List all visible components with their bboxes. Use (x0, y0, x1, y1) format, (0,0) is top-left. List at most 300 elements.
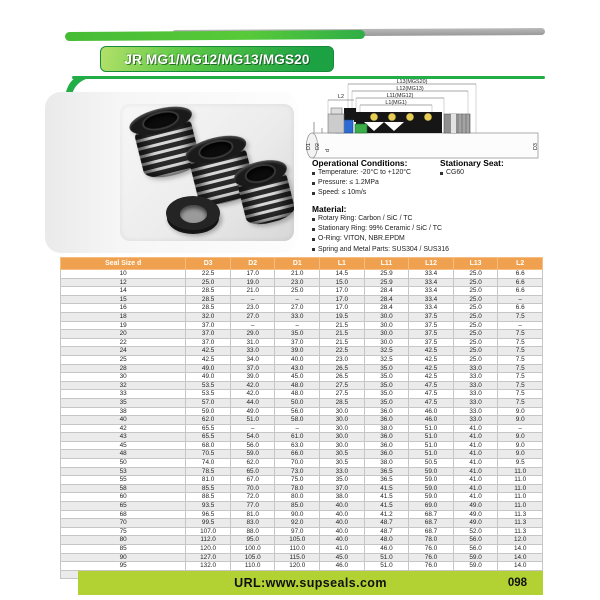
table-cell: 27.5 (320, 390, 365, 399)
top-swoosh-green (65, 30, 365, 41)
table-row (61, 398, 543, 407)
table-cell: 30.0 (364, 338, 409, 347)
table-cell: 21.0 (275, 270, 320, 279)
table-cell: 49.0 (453, 510, 498, 519)
table-cell: 38 (61, 407, 186, 416)
table-cell: 59.0 (409, 467, 454, 476)
table-cell: 9.0 (498, 441, 543, 450)
table-cell: 41.0 (320, 545, 365, 554)
table-cell: 35.0 (275, 330, 320, 339)
table-cell: 65.5 (186, 433, 231, 442)
table-row (61, 330, 543, 339)
table-cell: 25.0 (453, 330, 498, 339)
table-cell: – (275, 424, 320, 433)
table-cell: 12 (61, 278, 186, 287)
table-cell: 11.3 (498, 527, 543, 536)
table-row (61, 381, 543, 390)
table-row (61, 407, 543, 416)
table-cell: 9.0 (498, 450, 543, 459)
table-row (61, 321, 543, 330)
bullet-item (312, 178, 438, 188)
bullet-text: Spring and Metal Parts: SUS304 / SUS316 (318, 245, 449, 253)
table-cell: 105.0 (275, 536, 320, 545)
table-cell: 25.0 (453, 270, 498, 279)
table-cell: 28.5 (186, 304, 231, 313)
table-cell: 51.0 (230, 416, 275, 425)
bullet-icon (312, 238, 315, 241)
table-cell: 11.0 (498, 467, 543, 476)
table-cell: 50 (61, 459, 186, 468)
table-cell: 93.5 (186, 502, 231, 511)
table-cell: 70.0 (275, 459, 320, 468)
table-cell: 15 (61, 295, 186, 304)
table-cell: 73.0 (275, 467, 320, 476)
table-cell: 80 (61, 536, 186, 545)
table-cell: 96.5 (186, 510, 231, 519)
dim-label-d2: D2 (315, 143, 321, 150)
table-cell: 24 (61, 347, 186, 356)
table-cell: 65.5 (186, 424, 231, 433)
table-cell: 110.0 (230, 562, 275, 571)
table-cell: 37.0 (320, 484, 365, 493)
table-cell: 11.3 (498, 510, 543, 519)
table-cell: 25 (61, 355, 186, 364)
table-cell: 23.0 (320, 355, 365, 364)
table-cell: 39.0 (230, 373, 275, 382)
table-row (61, 553, 543, 562)
table-cell: 53.5 (186, 381, 231, 390)
table-cell: 25.0 (186, 278, 231, 287)
table-cell: 68 (61, 510, 186, 519)
table-cell: 30.0 (364, 330, 409, 339)
table-cell: 83.0 (230, 519, 275, 528)
table-cell: 105.0 (230, 553, 275, 562)
footer-url[interactable]: URL:www.supseals.com (234, 576, 387, 590)
table-cell: 33.4 (409, 304, 454, 313)
table-cell: 32 (61, 381, 186, 390)
table-cell: 68.0 (186, 441, 231, 450)
table-cell: 36.0 (364, 433, 409, 442)
bullet-icon (312, 172, 315, 175)
table-cell: 61.0 (275, 433, 320, 442)
table-row (61, 270, 543, 279)
spring-coil (370, 113, 378, 121)
seal-bore-hole (199, 139, 234, 160)
table-cell: 56.0 (230, 441, 275, 450)
table-cell: 37.5 (409, 321, 454, 330)
operational-conditions-section (312, 158, 438, 199)
table-cell: 37.0 (186, 338, 231, 347)
table-cell: 59.0 (409, 484, 454, 493)
table-cell: 25.0 (453, 304, 498, 313)
bullet-text: Temperature: -20°C to +120°C (318, 169, 412, 176)
table-header-row (61, 258, 543, 270)
table-row (61, 295, 543, 304)
table-cell: 25.0 (275, 287, 320, 296)
table-cell: 11.0 (498, 493, 543, 502)
table-cell: 100.0 (230, 545, 275, 554)
table-cell: 36.0 (364, 441, 409, 450)
bullet-item (312, 168, 438, 178)
product-photo (120, 104, 294, 241)
table-cell: 19.5 (320, 312, 365, 321)
table-cell: 14.5 (320, 270, 365, 279)
table-cell: 28 (61, 364, 186, 373)
table-cell: 51.0 (409, 450, 454, 459)
table-cell: 9.0 (498, 416, 543, 425)
table-cell: 21.5 (320, 321, 365, 330)
table-cell: 65 (61, 502, 186, 511)
ring-bore-hole (180, 205, 207, 223)
table-row (61, 476, 543, 485)
table-cell: 40 (61, 416, 186, 425)
table-row (61, 287, 543, 296)
dim-label-d3: D3 (533, 143, 539, 150)
table-cell: 6.6 (498, 270, 543, 279)
table-cell: 36.5 (364, 476, 409, 485)
bullet-text: CG60 (446, 169, 465, 176)
table-cell: – (498, 424, 543, 433)
page-number: 098 (507, 577, 527, 589)
table-cell: 21.5 (320, 338, 365, 347)
table-cell: 90.0 (275, 510, 320, 519)
table-cell: 115.0 (275, 553, 320, 562)
table-cell: 41.5 (364, 502, 409, 511)
bullet-icon (312, 182, 315, 185)
table-cell: 48 (61, 450, 186, 459)
table-cell: 20 (61, 330, 186, 339)
table-cell: 51.0 (409, 424, 454, 433)
table-row (61, 562, 543, 571)
table-cell: 33.0 (453, 416, 498, 425)
table-cell: 41.0 (453, 459, 498, 468)
table-cell: 7.5 (498, 355, 543, 364)
column-header: L2 (498, 258, 543, 270)
spring-coil (388, 113, 396, 121)
table-cell: 37.5 (409, 330, 454, 339)
table-cell: 35.0 (364, 390, 409, 399)
table-cell: 59.0 (409, 476, 454, 485)
dim-label-l2: L2 (338, 94, 344, 100)
table-cell: 75.0 (275, 476, 320, 485)
table-cell: 47.5 (409, 381, 454, 390)
table-cell: 69.0 (409, 502, 454, 511)
table-cell: 49.0 (186, 364, 231, 373)
table-cell: 40.0 (320, 510, 365, 519)
column-header: L12 (409, 258, 454, 270)
table-cell: 37.0 (186, 330, 231, 339)
table-cell: 22 (61, 338, 186, 347)
bullet-text: Rotary Ring: Carbon / SiC / TC (318, 215, 413, 222)
table-cell: 33.4 (409, 287, 454, 296)
table-cell: 49.0 (186, 373, 231, 382)
table-cell: 21.0 (230, 287, 275, 296)
table-cell: 36.0 (364, 416, 409, 425)
table-cell: 48.0 (275, 381, 320, 390)
bullet-icon (312, 218, 315, 221)
dim-label-l13: L13(MGS20) (396, 79, 428, 85)
table-cell: 27.0 (275, 304, 320, 313)
table-cell: 48.0 (275, 390, 320, 399)
table-cell: – (275, 295, 320, 304)
table-cell: 47.5 (409, 398, 454, 407)
table-cell: 33.0 (320, 467, 365, 476)
table-row (61, 304, 543, 313)
material-heading: Material: (312, 204, 347, 214)
table-cell: 25.0 (453, 295, 498, 304)
table-cell: 76.0 (409, 545, 454, 554)
table-cell: 42.5 (409, 355, 454, 364)
table-cell: 30.0 (320, 433, 365, 442)
table-row (61, 373, 543, 382)
table-cell: 28.5 (320, 398, 365, 407)
table-cell: 30.0 (320, 416, 365, 425)
table-cell: 56.0 (275, 407, 320, 416)
table-row (61, 484, 543, 493)
table-cell: 35.0 (364, 381, 409, 390)
table-cell: 19.0 (230, 278, 275, 287)
table-cell: 41.0 (453, 493, 498, 502)
bullet-text: Speed: ≤ 10m/s (318, 189, 367, 197)
table-cell: 17.0 (320, 304, 365, 313)
table-cell: 9.0 (498, 407, 543, 416)
table-cell: 25.0 (453, 278, 498, 287)
table-cell: 7.5 (498, 338, 543, 347)
table-body (61, 270, 543, 579)
table-cell: 97.0 (275, 527, 320, 536)
table-cell: 37.5 (409, 312, 454, 321)
table-cell: 7.5 (498, 390, 543, 399)
table-cell: 59.0 (409, 493, 454, 502)
column-header: Seal Size d (61, 258, 186, 270)
table-cell: 42.5 (186, 347, 231, 356)
table-cell: 50.5 (409, 459, 454, 468)
table-cell: 30.0 (320, 407, 365, 416)
stationary-seat-section (440, 158, 545, 178)
table-cell: 59.0 (186, 407, 231, 416)
table-cell: 88.5 (186, 493, 231, 502)
table-cell: 48.0 (364, 536, 409, 545)
table-cell: 25.9 (364, 270, 409, 279)
table-cell: 23.0 (275, 278, 320, 287)
operational-conditions-list (312, 168, 438, 199)
table-row (61, 545, 543, 554)
table-cell: 11.0 (498, 476, 543, 485)
seal-cross-section-diagram (298, 78, 548, 168)
spring-coil (424, 113, 432, 121)
shaft (312, 133, 538, 158)
table-cell: 7.5 (498, 364, 543, 373)
page-title: JR MG1/MG12/MG13/MGS20 (124, 51, 310, 67)
table-cell: 35.0 (364, 373, 409, 382)
dim-label-l12: L12(MG13) (396, 86, 424, 92)
table-cell: 42.5 (409, 373, 454, 382)
bullet-item (312, 245, 547, 255)
table-cell: 46.0 (409, 407, 454, 416)
table-cell: 7.5 (498, 347, 543, 356)
table-cell: 25.0 (453, 287, 498, 296)
table-cell: 6.6 (498, 287, 543, 296)
spring-coil (406, 113, 414, 121)
table-cell: 48.7 (364, 527, 409, 536)
table-cell: 26.5 (320, 364, 365, 373)
table-cell: 35.0 (364, 364, 409, 373)
table-cell: 39.0 (275, 347, 320, 356)
table-cell: 46.0 (409, 416, 454, 425)
table-cell: 45.0 (320, 553, 365, 562)
table-cell: 11.0 (498, 484, 543, 493)
table-cell: 65.0 (230, 467, 275, 476)
bullet-icon (440, 172, 443, 175)
table-cell: 46.0 (320, 562, 365, 571)
table-cell: 85.0 (275, 502, 320, 511)
table-cell: 25.0 (453, 347, 498, 356)
table-row (61, 338, 543, 347)
bullet-item (312, 214, 547, 224)
table-cell: 11.3 (498, 519, 543, 528)
table-cell: 33.0 (453, 390, 498, 399)
table-cell: 25.9 (364, 278, 409, 287)
bullet-item (312, 224, 547, 234)
table-cell: 66.0 (275, 450, 320, 459)
table-cell: 32.5 (364, 355, 409, 364)
table-row (61, 502, 543, 511)
table-cell: 40.0 (275, 355, 320, 364)
table-cell: 26.5 (320, 373, 365, 382)
table-cell: 14.0 (498, 545, 543, 554)
table-cell: 40.0 (320, 502, 365, 511)
table-cell: 51.0 (409, 433, 454, 442)
table-cell: 37.0 (230, 364, 275, 373)
table-cell: 41.5 (364, 484, 409, 493)
table-cell: 16 (61, 304, 186, 313)
table-cell: 29.0 (230, 330, 275, 339)
table-cell: 30.0 (320, 424, 365, 433)
operational-conditions-heading: Operational Conditions: (312, 158, 408, 168)
table-cell: 41.0 (453, 467, 498, 476)
table-row (61, 441, 543, 450)
table-cell: 41.0 (453, 424, 498, 433)
table-cell: 14 (61, 287, 186, 296)
seal-bore-hole (245, 163, 276, 183)
table-cell: 33.0 (453, 364, 498, 373)
table-cell: 33.0 (453, 381, 498, 390)
table-cell: 58 (61, 484, 186, 493)
stationary-seat-heading: Stationary Seat: (440, 158, 504, 168)
table-row (61, 390, 543, 399)
table-cell: 28.5 (186, 287, 231, 296)
table-cell: 15.0 (320, 278, 365, 287)
table-cell: 127.0 (186, 553, 231, 562)
table-cell: 48.7 (364, 519, 409, 528)
table-row (61, 459, 543, 468)
bullet-icon (312, 228, 315, 231)
table-cell: 14.0 (498, 553, 543, 562)
table-cell: 36.0 (364, 407, 409, 416)
table-cell: 99.5 (186, 519, 231, 528)
bullet-item (312, 234, 547, 244)
table-cell: 62.0 (186, 416, 231, 425)
bullet-text: Pressure: ≤ 1.2MPa (318, 179, 379, 187)
table-cell: 70.5 (186, 450, 231, 459)
table-cell: 37.0 (186, 321, 231, 330)
table-cell: 110.0 (275, 545, 320, 554)
table-cell: 80.0 (275, 493, 320, 502)
table-cell: 6.6 (498, 278, 543, 287)
table-cell: 42.5 (409, 364, 454, 373)
table-cell: 36.5 (364, 467, 409, 476)
table-cell: 53.5 (186, 390, 231, 399)
bellows-seal-image-3 (231, 155, 294, 228)
table-cell: 81.0 (230, 510, 275, 519)
table-cell: 21.5 (320, 330, 365, 339)
table-cell: 51.0 (409, 441, 454, 450)
bullet-text: O-Ring: VITON, NBR.EPDM (318, 235, 405, 243)
table-cell: 37.5 (409, 338, 454, 347)
table-cell: 30.5 (320, 459, 365, 468)
seal-size-table (60, 257, 543, 579)
table-cell: 72.0 (230, 493, 275, 502)
stationary-seat-list (440, 168, 545, 178)
table-cell: 120.0 (186, 545, 231, 554)
table-row (61, 536, 543, 545)
table-row (61, 527, 543, 536)
table-cell: 41.5 (364, 493, 409, 502)
table-cell: 33.4 (409, 270, 454, 279)
seal-bore-hole (143, 110, 179, 132)
table-cell: 45.0 (275, 373, 320, 382)
table-cell: 17.0 (320, 287, 365, 296)
table-cell: 42 (61, 424, 186, 433)
table-row (61, 424, 543, 433)
collar-step (331, 108, 342, 114)
table-cell: 25.0 (453, 321, 498, 330)
table-cell: – (275, 321, 320, 330)
table-cell: 85 (61, 545, 186, 554)
table-cell: 62.0 (230, 459, 275, 468)
table-cell: 9.0 (498, 433, 543, 442)
table-cell: 37.0 (275, 338, 320, 347)
table-cell: 10 (61, 270, 186, 279)
table-cell: 68.7 (409, 519, 454, 528)
table-cell: 30 (61, 373, 186, 382)
table-cell: 42.0 (230, 381, 275, 390)
table-cell: 78.0 (409, 536, 454, 545)
table-cell: 60 (61, 493, 186, 502)
table-cell: 17.0 (230, 270, 275, 279)
table-cell: 40.0 (320, 519, 365, 528)
table-cell: 33.0 (453, 407, 498, 416)
table-cell: 28.4 (364, 295, 409, 304)
table-cell: 53 (61, 467, 186, 476)
column-header: L1 (320, 258, 365, 270)
table-cell: 41.0 (453, 433, 498, 442)
table-cell: 70.0 (230, 484, 275, 493)
table-cell: 51.0 (364, 553, 409, 562)
table-cell: 12.0 (498, 536, 543, 545)
table-cell: 41.0 (453, 441, 498, 450)
table-cell: 59.0 (453, 553, 498, 562)
table-cell: 32.5 (364, 347, 409, 356)
table-cell: – (230, 424, 275, 433)
table-cell: 78.0 (275, 484, 320, 493)
table-cell: 58.0 (275, 416, 320, 425)
table-cell: 11.0 (498, 502, 543, 511)
table-cell: 75 (61, 527, 186, 536)
table-cell: 95 (61, 562, 186, 571)
table-cell: 19 (61, 321, 186, 330)
material-section (312, 204, 547, 255)
